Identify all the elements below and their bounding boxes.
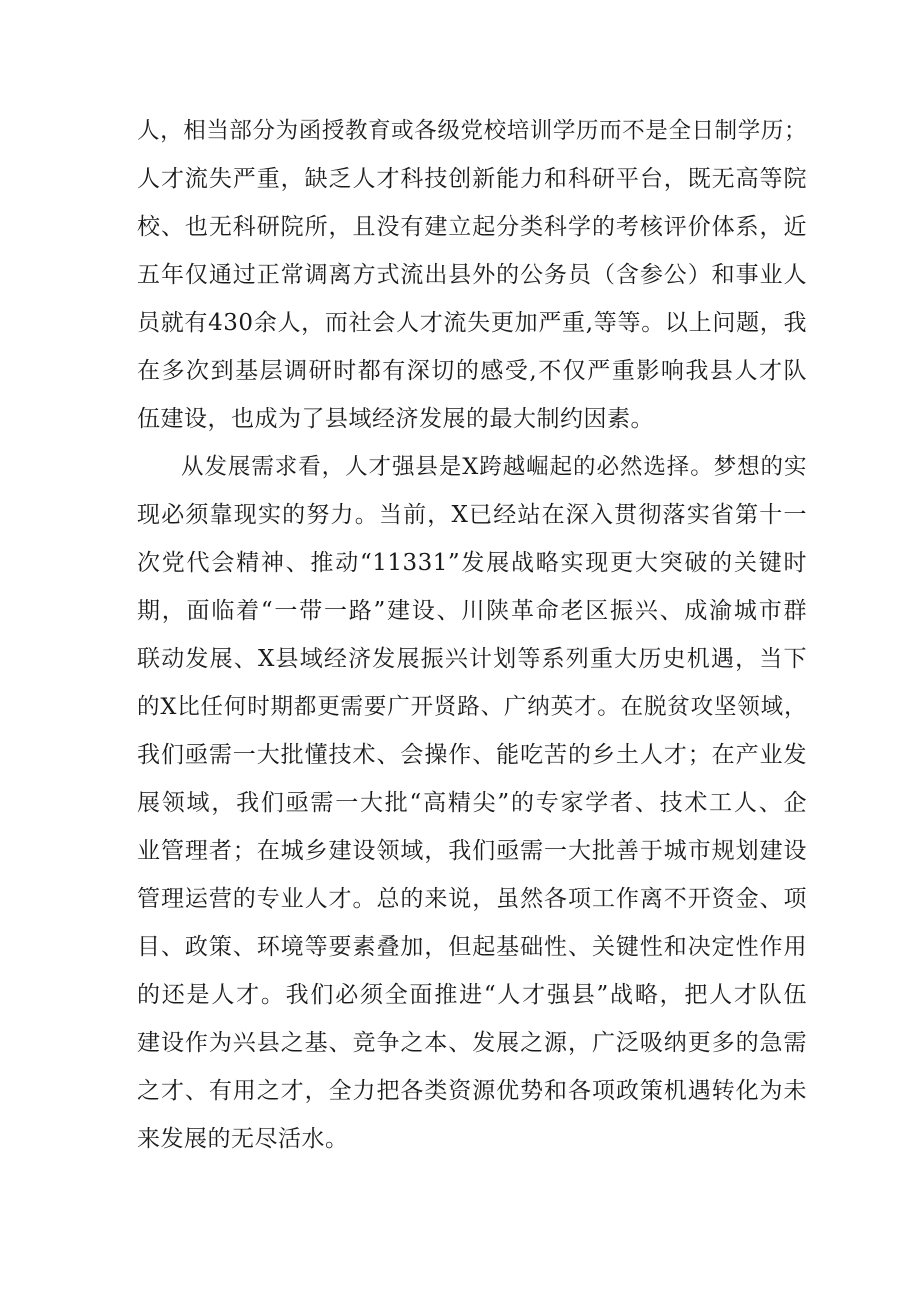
paragraph-2-line-11: 目、政策、环境等要素叠加，但起基础性、关键性和决定性作用 (137, 934, 807, 960)
paragraph-1-line-6: 在多次到基层调研时都有深切的感受,不仅严重影响我县人才队 (137, 358, 807, 384)
paragraph-2-line-3: 次党代会精神、推动“11331”发展战略实现更大突破的关键时 (137, 550, 807, 576)
paragraph-2-line-7: 我们亟需一大批懂技术、会操作、能吃苦的乡土人才；在产业发 (137, 742, 807, 768)
paragraph-2-line-8: 展领域，我们亟需一大批“高精尖”的专家学者、技术工人、企 (137, 790, 807, 816)
paragraph-2-line-12: 的还是人才。我们必须全面推进“人才强县”战略，把人才队伍 (137, 982, 807, 1008)
paragraph-2-line-5: 联动发展、X县域经济发展振兴计划等系列重大历史机遇，当下 (137, 646, 807, 672)
paragraph-1-line-1: 人，相当部分为函授教育或各级党校培训学历而不是全日制学历； (137, 118, 807, 144)
paragraph-1-line-4: 五年仅通过正常调离方式流出县外的公务员（含参公）和事业人 (137, 262, 807, 288)
paragraph-2-line-6: 的X比任何时期都更需要广开贤路、广纳英才。在脱贫攻坚领域， (137, 694, 807, 720)
paragraph-2-line-10: 管理运营的专业人才。总的来说，虽然各项工作离不开资金、项 (137, 886, 807, 912)
paragraph-1-line-5: 员就有430余人，而社会人才流失更加严重,等等。以上问题，我 (137, 310, 807, 336)
paragraph-2-line-9: 业管理者；在城乡建设领域，我们亟需一大批善于城市规划建设 (137, 838, 807, 864)
paragraph-2-line-2: 现必须靠现实的努力。当前，X已经站在深入贯彻落实省第十一 (137, 502, 807, 528)
paragraph-2-line-14: 之才、有用之才，全力把各类资源优势和各项政策机遇转化为未 (137, 1078, 807, 1104)
paragraph-2-line-4: 期，面临着“一带一路”建设、川陕革命老区振兴、成渝城市群 (137, 598, 807, 624)
paragraph-1-line-2: 人才流失严重，缺乏人才科技创新能力和科研平台，既无高等院 (137, 166, 807, 192)
paragraph-2-line-15: 来发展的无尽活水。 (137, 1126, 349, 1152)
paragraph-2-line-1: 从发展需求看，人才强县是X跨越崛起的必然选择。梦想的实 (181, 454, 807, 480)
paragraph-1-line-7: 伍建设，也成为了县域经济发展的最大制约因素。 (137, 406, 654, 432)
paragraph-2-line-13: 建设作为兴县之基、竞争之本、发展之源，广泛吸纳更多的急需 (137, 1030, 807, 1056)
paragraph-1-line-3: 校、也无科研院所，且没有建立起分类科学的考核评价体系，近 (137, 214, 807, 240)
